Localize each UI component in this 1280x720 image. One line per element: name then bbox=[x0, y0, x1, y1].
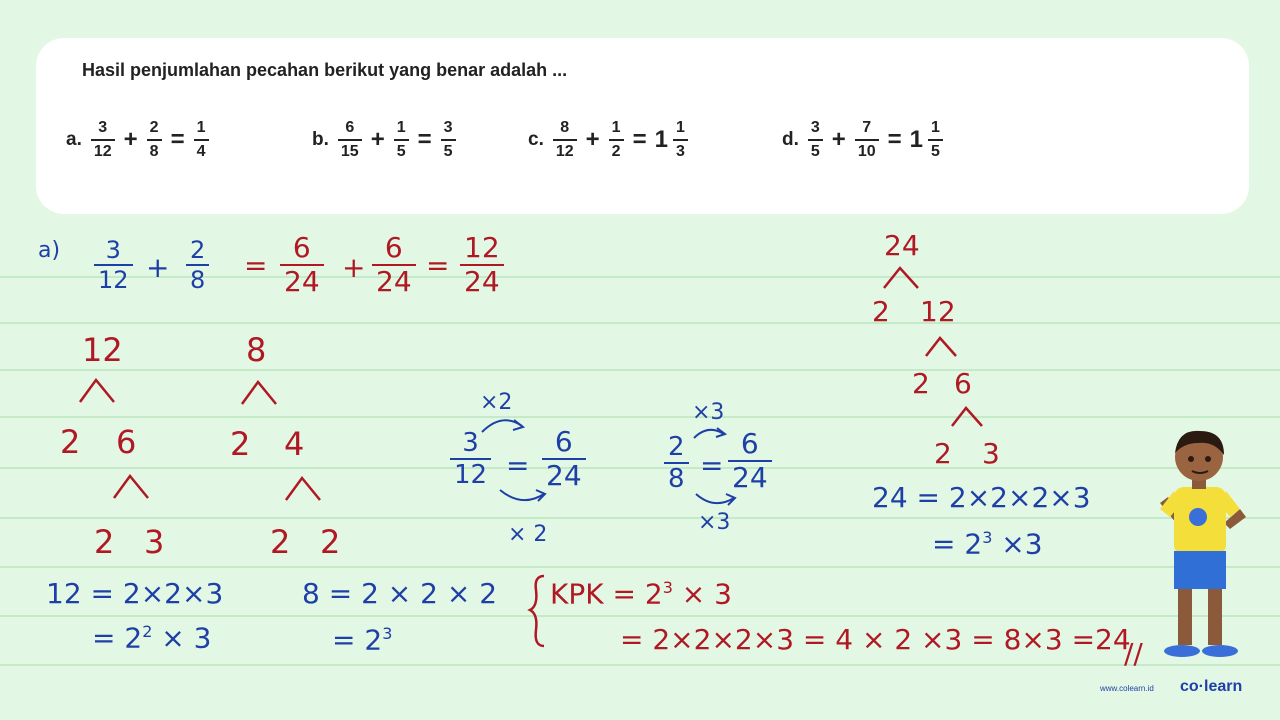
tree-branch bbox=[238, 378, 282, 408]
curved-arrow bbox=[692, 490, 742, 512]
question-title: Hasil penjumlahan pecahan berikut yang benar adalah ... bbox=[82, 60, 568, 80]
question-card bbox=[36, 38, 1249, 214]
multiplier-note: ×2 bbox=[480, 390, 513, 415]
tree24-factor: 2 bbox=[872, 295, 890, 328]
option-d[interactable] bbox=[782, 105, 948, 175]
tree8-factor: 4 bbox=[284, 425, 305, 463]
tree24-factor: 12 bbox=[920, 295, 956, 328]
tree-branch bbox=[948, 404, 988, 430]
part-label: a) bbox=[38, 238, 61, 263]
fraction: $\frac{7}{10}$ bbox=[855, 117, 879, 163]
equals-sign: = bbox=[632, 126, 647, 153]
factorization-24-power: = $2^3 \times 3$ bbox=[932, 527, 1043, 561]
hw-equals: = bbox=[426, 249, 450, 282]
option-c[interactable] bbox=[528, 105, 693, 175]
equals-sign: = bbox=[417, 126, 432, 153]
option-label: d. bbox=[782, 129, 799, 150]
tree24-factor: 2 bbox=[912, 367, 930, 400]
fraction: $\frac{3}{12}$ bbox=[91, 117, 115, 163]
hw-fraction: 6 24 bbox=[728, 428, 772, 494]
tree-branch bbox=[110, 472, 154, 502]
tree12-factor: 2 bbox=[60, 423, 81, 461]
tree8-factor: 2 bbox=[230, 425, 251, 463]
hw-plus: + bbox=[342, 251, 366, 284]
curved-arrow bbox=[496, 486, 552, 510]
tree24-factor: 3 bbox=[982, 437, 1000, 470]
equals-sign: = bbox=[887, 126, 902, 153]
tree24-factor: 2 bbox=[934, 437, 952, 470]
hw-fraction: 6 24 bbox=[280, 232, 324, 298]
hw-fraction: 3 12 bbox=[450, 428, 491, 490]
kpk-result: = 2×2×2×3 = 4 × 2 ×3 = 8×3 =24 bbox=[620, 623, 1131, 656]
fraction: $\frac{1}{4}$ bbox=[194, 117, 209, 163]
fraction: $\frac{3}{5}$ bbox=[808, 117, 823, 163]
fraction: $\frac{2}{8}$ bbox=[147, 117, 162, 163]
plus-sign: + bbox=[370, 126, 385, 153]
tree-branch bbox=[76, 376, 120, 406]
tree8-factor: 2 bbox=[320, 523, 341, 561]
multiplier-note: × 2 bbox=[508, 522, 548, 547]
factorization-24: 24 = 2×2×2×3 bbox=[872, 481, 1091, 514]
hw-plus: + bbox=[146, 251, 170, 284]
tree12-factor: 3 bbox=[144, 523, 165, 561]
tree8-root: 8 bbox=[246, 331, 267, 369]
fraction: $\frac{1}{5}$ bbox=[928, 117, 943, 163]
hw-equals: = bbox=[700, 449, 724, 482]
plus-sign: + bbox=[123, 126, 138, 153]
kpk-line: KPK = $2^3 \times 3$ bbox=[550, 577, 732, 611]
hw-fraction: 2 8 bbox=[664, 432, 689, 494]
option-b[interactable] bbox=[312, 105, 461, 175]
mascot-boy-illustration bbox=[1148, 425, 1252, 665]
fraction: $\frac{6}{15}$ bbox=[338, 117, 362, 163]
tree12-factor: 6 bbox=[116, 423, 137, 461]
tree8-factor: 2 bbox=[270, 523, 291, 561]
option-label: a. bbox=[66, 129, 82, 150]
hw-fraction: 6 24 bbox=[542, 426, 586, 492]
factorization-8-power: = $2^3$ bbox=[332, 623, 393, 657]
hw-fraction: 6 24 bbox=[372, 232, 416, 298]
brand-url: www.colearn.id bbox=[1100, 684, 1154, 693]
fraction: $\frac{8}{12}$ bbox=[553, 117, 577, 163]
fraction: $\frac{1}{5}$ bbox=[394, 117, 409, 163]
tree-branch bbox=[282, 474, 326, 504]
fraction: $\frac{3}{5}$ bbox=[441, 117, 456, 163]
option-label: b. bbox=[312, 129, 329, 150]
end-mark: // bbox=[1124, 637, 1143, 670]
multiplier-note: ×3 bbox=[692, 400, 725, 425]
curved-arrow bbox=[690, 422, 730, 444]
tree-branch bbox=[880, 264, 924, 292]
hw-equals: = bbox=[244, 249, 268, 282]
brand-logo: co·learn bbox=[1180, 678, 1243, 695]
curly-brace bbox=[526, 572, 550, 650]
hw-fraction: 12 24 bbox=[460, 232, 504, 298]
hw-equals: = bbox=[506, 449, 530, 482]
whole-number: 1 bbox=[654, 126, 668, 153]
hw-fraction: 2 8 bbox=[186, 236, 209, 294]
plus-sign: + bbox=[585, 126, 600, 153]
tree24-root: 24 bbox=[884, 229, 920, 262]
equals-sign: = bbox=[170, 126, 185, 153]
tree12-root: 12 bbox=[82, 331, 123, 369]
fraction: $\frac{1}{2}$ bbox=[609, 117, 624, 163]
factorization-12: 12 = 2×2×3 bbox=[46, 577, 224, 610]
plus-sign: + bbox=[831, 126, 846, 153]
option-label: c. bbox=[528, 129, 544, 150]
option-a[interactable] bbox=[66, 105, 214, 175]
hw-fraction: 3 12 bbox=[94, 236, 133, 294]
factorization-8: 8 = 2 × 2 × 2 bbox=[302, 577, 498, 610]
tree12-factor: 2 bbox=[94, 523, 115, 561]
tree-branch bbox=[922, 334, 962, 360]
multiplier-note: ×3 bbox=[698, 510, 731, 535]
whole-number: 1 bbox=[909, 126, 923, 153]
tree24-factor: 6 bbox=[954, 367, 972, 400]
fraction: $\frac{1}{3}$ bbox=[673, 117, 688, 163]
factorization-12-power: = $2^2 \times 3$ bbox=[92, 621, 212, 655]
